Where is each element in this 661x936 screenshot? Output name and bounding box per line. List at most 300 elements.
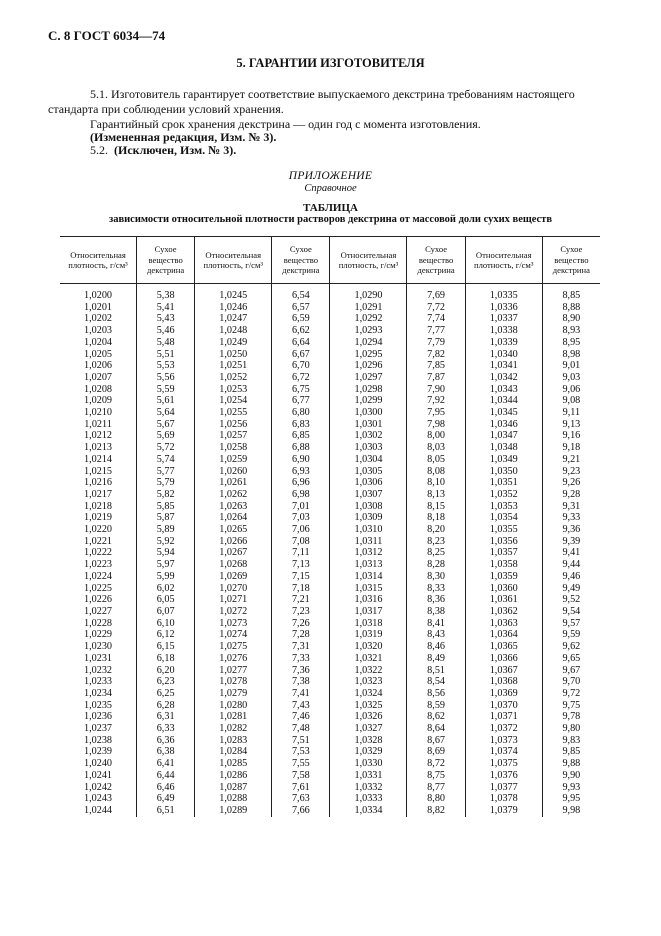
- density-cell: 1,0286: [195, 770, 272, 782]
- dry-matter-cell: 5,85: [137, 501, 195, 513]
- density-cell: 1,0299: [330, 395, 407, 407]
- dry-matter-cell: 8,33: [407, 583, 465, 595]
- dry-matter-cell: 8,13: [407, 489, 465, 501]
- dry-matter-cell: 9,85: [542, 746, 600, 758]
- density-cell: 1,0373: [465, 735, 542, 747]
- table-row: [60, 723, 600, 735]
- density-cell: 1,0250: [195, 349, 272, 361]
- table-row: [60, 559, 600, 571]
- dry-matter-cell: 8,18: [407, 512, 465, 524]
- density-cell: 1,0274: [195, 629, 272, 641]
- paragraph-5-2-text: (Исключен, Изм. № 3).: [114, 143, 237, 157]
- dry-matter-cell: 6,59: [272, 313, 330, 325]
- density-cell: 1,0356: [465, 536, 542, 548]
- dry-matter-cell: 8,05: [407, 454, 465, 466]
- dry-matter-cell: 7,90: [407, 384, 465, 396]
- density-cell: 1,0204: [84, 336, 113, 348]
- dry-matter-cell: 6,64: [272, 337, 330, 349]
- dry-matter-cell: 5,59: [137, 384, 195, 396]
- dry-matter-cell: 8,54: [407, 676, 465, 688]
- density-cell: 1,0338: [465, 325, 542, 337]
- density-cell: 1,0326: [330, 711, 407, 723]
- density-cell: 1,0254: [195, 395, 272, 407]
- density-cell: 1,0364: [465, 629, 542, 641]
- dry-matter-cell: 7,85: [407, 360, 465, 372]
- density-cell: 1,0370: [465, 700, 542, 712]
- table-row: [60, 547, 600, 559]
- dry-matter-cell: 9,06: [542, 384, 600, 396]
- table-row: [60, 454, 600, 466]
- density-cell: 1,0218: [84, 500, 113, 512]
- table-header-row: [60, 237, 600, 284]
- dry-matter-cell: 7,03: [272, 512, 330, 524]
- density-cell: 1,0239: [84, 746, 113, 758]
- density-cell: 1,0287: [195, 782, 272, 794]
- density-cell: 1,0280: [195, 700, 272, 712]
- dry-matter-cell: 9,80: [542, 723, 600, 735]
- dry-matter-cell: 7,36: [272, 665, 330, 677]
- dry-matter-cell: 8,69: [407, 746, 465, 758]
- appendix-title: ПРИЛОЖЕНИЕ: [288, 170, 373, 182]
- density-cell: 1,0222: [84, 547, 113, 559]
- dry-matter-cell: 6,41: [137, 758, 195, 770]
- dry-matter-cell: 8,08: [407, 466, 465, 478]
- density-cell: 1,0279: [195, 688, 272, 700]
- density-cell: 1,0314: [330, 571, 407, 583]
- density-cell: 1,0256: [195, 419, 272, 431]
- dry-matter-cell: 7,18: [272, 583, 330, 595]
- dry-matter-cell: 8,93: [542, 325, 600, 337]
- density-cell: 1,0207: [84, 371, 113, 383]
- dry-matter-cell: 6,88: [272, 442, 330, 454]
- density-cell: 1,0247: [195, 313, 272, 325]
- density-cell: 1,0241: [84, 769, 113, 781]
- density-cell: 1,0264: [195, 512, 272, 524]
- table-row: [60, 571, 600, 583]
- density-cell: 1,0348: [465, 442, 542, 454]
- dry-matter-cell: 8,51: [407, 665, 465, 677]
- header-density-1: Относительная плотность, г/см³: [60, 237, 137, 284]
- dry-matter-cell: 5,92: [137, 536, 195, 548]
- density-cell: 1,0378: [465, 793, 542, 805]
- density-cell: 1,0357: [465, 547, 542, 559]
- dry-matter-cell: 8,75: [407, 770, 465, 782]
- dry-matter-cell: 5,51: [137, 349, 195, 361]
- dry-matter-cell: 8,82: [407, 805, 465, 817]
- density-cell: 1,0203: [84, 325, 113, 337]
- density-cell: 1,0246: [195, 302, 272, 314]
- density-cell: 1,0341: [465, 360, 542, 372]
- dry-matter-cell: 7,08: [272, 536, 330, 548]
- density-cell: 1,0238: [84, 734, 113, 746]
- dry-matter-cell: 8,88: [542, 302, 600, 314]
- density-cell: 1,0352: [465, 489, 542, 501]
- density-cell: 1,0318: [330, 618, 407, 630]
- table-caption: зависимости относительной плотности растворов декстрина от массовой доли сухих веществ: [108, 214, 553, 225]
- density-cell: 1,0228: [84, 617, 113, 629]
- dry-matter-cell: 8,30: [407, 571, 465, 583]
- density-cell: 1,0225: [84, 582, 113, 594]
- density-cell: 1,0362: [465, 606, 542, 618]
- dry-matter-cell: 9,98: [542, 805, 600, 817]
- density-cell: 1,0346: [465, 419, 542, 431]
- density-cell: 1,0248: [195, 325, 272, 337]
- dry-matter-cell: 7,48: [272, 723, 330, 735]
- dry-matter-cell: 8,38: [407, 606, 465, 618]
- density-cell: 1,0323: [330, 676, 407, 688]
- density-cell: 1,0366: [465, 653, 542, 665]
- density-cell: 1,0215: [84, 465, 113, 477]
- paragraph-5-2-number: 5.2.: [90, 143, 108, 157]
- dry-matter-cell: 7,28: [272, 629, 330, 641]
- density-cell: 1,0205: [84, 348, 113, 360]
- density-cell: 1,0309: [330, 512, 407, 524]
- dry-matter-cell: 6,12: [137, 629, 195, 641]
- density-cell: 1,0230: [84, 641, 113, 653]
- density-cell: 1,0371: [465, 711, 542, 723]
- dry-matter-cell: 6,49: [137, 793, 195, 805]
- density-cell: 1,0331: [330, 770, 407, 782]
- dry-matter-cell: 8,23: [407, 536, 465, 548]
- dry-matter-cell: 6,54: [272, 290, 330, 302]
- dry-matter-cell: 7,79: [407, 337, 465, 349]
- dry-matter-cell: 7,21: [272, 594, 330, 606]
- table-row: [60, 395, 600, 407]
- density-cell: 1,0281: [195, 711, 272, 723]
- dry-matter-cell: 6,05: [137, 594, 195, 606]
- dry-matter-cell: 9,88: [542, 758, 600, 770]
- density-cell: 1,0223: [84, 559, 113, 571]
- dry-matter-cell: 5,41: [137, 302, 195, 314]
- density-cell: 1,0355: [465, 524, 542, 536]
- dry-matter-cell: 7,74: [407, 313, 465, 325]
- density-cell: 1,0311: [330, 536, 407, 548]
- table-row: [60, 337, 600, 349]
- density-cell: 1,0337: [465, 313, 542, 325]
- density-cell: 1,0271: [195, 594, 272, 606]
- dry-matter-cell: 9,18: [542, 442, 600, 454]
- table-row: [60, 524, 600, 536]
- dry-matter-cell: 6,02: [137, 583, 195, 595]
- dry-matter-cell: 6,31: [137, 711, 195, 723]
- dry-matter-cell: 9,39: [542, 536, 600, 548]
- dry-matter-cell: 6,90: [272, 454, 330, 466]
- density-cell: 1,0322: [330, 665, 407, 677]
- density-cell: 1,0301: [330, 419, 407, 431]
- table-row: [60, 489, 600, 501]
- dry-matter-cell: 5,89: [137, 524, 195, 536]
- dry-matter-cell: 6,18: [137, 653, 195, 665]
- dry-matter-cell: 9,90: [542, 770, 600, 782]
- dry-matter-cell: 6,36: [137, 735, 195, 747]
- dry-matter-cell: 7,31: [272, 641, 330, 653]
- density-cell: 1,0335: [465, 290, 542, 302]
- table-row: [60, 430, 600, 442]
- dry-matter-cell: 7,13: [272, 559, 330, 571]
- density-cell: 1,0289: [195, 805, 272, 817]
- density-cell: 1,0261: [195, 477, 272, 489]
- dry-matter-cell: 8,98: [542, 349, 600, 361]
- density-cell: 1,0365: [465, 641, 542, 653]
- table-row: [60, 501, 600, 513]
- dry-matter-cell: 6,80: [272, 407, 330, 419]
- density-cell: 1,0376: [465, 770, 542, 782]
- dry-matter-cell: 7,33: [272, 653, 330, 665]
- dry-matter-cell: 7,66: [272, 805, 330, 817]
- dry-matter-cell: 7,01: [272, 501, 330, 513]
- header-density-3: Относительная плотность, г/см³: [330, 237, 407, 284]
- density-cell: 1,0257: [195, 430, 272, 442]
- dry-matter-cell: 5,46: [137, 325, 195, 337]
- dry-matter-cell: 9,62: [542, 641, 600, 653]
- dry-matter-cell: 6,70: [272, 360, 330, 372]
- dry-matter-cell: 9,46: [542, 571, 600, 583]
- dry-matter-cell: 8,20: [407, 524, 465, 536]
- density-cell: 1,0342: [465, 372, 542, 384]
- table-row: [60, 665, 600, 677]
- dry-matter-cell: 8,28: [407, 559, 465, 571]
- density-cell: 1,0212: [84, 430, 113, 442]
- dry-matter-cell: 8,49: [407, 653, 465, 665]
- density-cell: 1,0328: [330, 735, 407, 747]
- dry-matter-cell: 9,13: [542, 419, 600, 431]
- density-cell: 1,0375: [465, 758, 542, 770]
- density-cell: 1,0278: [195, 676, 272, 688]
- dry-matter-cell: 7,46: [272, 711, 330, 723]
- dry-matter-cell: 9,31: [542, 501, 600, 513]
- dry-matter-cell: 9,26: [542, 477, 600, 489]
- density-cell: 1,0269: [195, 571, 272, 583]
- dry-matter-cell: 6,33: [137, 723, 195, 735]
- dry-matter-cell: 6,67: [272, 349, 330, 361]
- dry-matter-cell: 9,57: [542, 618, 600, 630]
- dry-matter-cell: 7,82: [407, 349, 465, 361]
- density-cell: 1,0327: [330, 723, 407, 735]
- table-row: [60, 793, 600, 805]
- density-cell: 1,0316: [330, 594, 407, 606]
- density-cell: 1,0275: [195, 641, 272, 653]
- density-cell: 1,0340: [465, 349, 542, 361]
- density-cell: 1,0235: [84, 699, 113, 711]
- density-cell: 1,0270: [195, 583, 272, 595]
- density-cell: 1,0253: [195, 384, 272, 396]
- header-dry-3: Сухое вещество декстрина: [407, 237, 465, 284]
- density-cell: 1,0363: [465, 618, 542, 630]
- section-title: 5. ГАРАНТИИ ИЗГОТОВИТЕЛЯ: [236, 56, 425, 70]
- dry-matter-cell: 9,54: [542, 606, 600, 618]
- density-cell: 1,0284: [195, 746, 272, 758]
- density-cell: 1,0297: [330, 372, 407, 384]
- dry-matter-cell: 9,44: [542, 559, 600, 571]
- density-cell: 1,0372: [465, 723, 542, 735]
- dry-matter-cell: 5,48: [137, 337, 195, 349]
- density-cell: 1,0201: [84, 301, 113, 313]
- density-cell: 1,0249: [195, 337, 272, 349]
- dry-matter-cell: 9,08: [542, 395, 600, 407]
- dry-matter-cell: 6,77: [272, 395, 330, 407]
- dry-matter-cell: 8,25: [407, 547, 465, 559]
- density-cell: 1,0296: [330, 360, 407, 372]
- dry-matter-cell: 8,15: [407, 501, 465, 513]
- dry-matter-cell: 5,79: [137, 477, 195, 489]
- table-title: ТАБЛИЦА: [303, 202, 358, 214]
- dry-matter-cell: 6,72: [272, 372, 330, 384]
- density-cell: 1,0259: [195, 454, 272, 466]
- header-density-2: Относительная плотность, г/см³: [195, 237, 272, 284]
- dry-matter-cell: 6,15: [137, 641, 195, 653]
- dry-matter-cell: 7,98: [407, 419, 465, 431]
- dry-matter-cell: 8,03: [407, 442, 465, 454]
- dry-matter-cell: 9,83: [542, 735, 600, 747]
- density-cell: 1,0310: [330, 524, 407, 536]
- density-cell: 1,0350: [465, 466, 542, 478]
- density-table: [60, 236, 600, 817]
- density-cell: 1,0369: [465, 688, 542, 700]
- density-cell: 1,0252: [195, 372, 272, 384]
- dry-matter-cell: 9,93: [542, 782, 600, 794]
- dry-matter-cell: 7,15: [272, 571, 330, 583]
- table-row: [60, 805, 600, 817]
- dry-matter-cell: 9,65: [542, 653, 600, 665]
- table-row: [60, 782, 600, 794]
- dry-matter-cell: 5,67: [137, 419, 195, 431]
- density-cell: 1,0345: [465, 407, 542, 419]
- dry-matter-cell: 8,46: [407, 641, 465, 653]
- density-cell: 1,0308: [330, 501, 407, 513]
- density-cell: 1,0303: [330, 442, 407, 454]
- dry-matter-cell: 9,16: [542, 430, 600, 442]
- density-cell: 1,0233: [84, 676, 113, 688]
- density-cell: 1,0291: [330, 302, 407, 314]
- density-cell: 1,0325: [330, 700, 407, 712]
- density-cell: 1,0224: [84, 570, 113, 582]
- density-cell: 1,0208: [84, 383, 113, 395]
- table-row: [60, 419, 600, 431]
- paragraph-5-2: [90, 143, 236, 158]
- density-cell: 1,0317: [330, 606, 407, 618]
- dry-matter-cell: 8,43: [407, 629, 465, 641]
- dry-matter-cell: 5,38: [137, 290, 195, 302]
- density-cell: 1,0216: [84, 477, 113, 489]
- density-cell: 1,0334: [330, 805, 407, 817]
- density-cell: 1,0277: [195, 665, 272, 677]
- dry-matter-cell: 6,93: [272, 466, 330, 478]
- table-row: [60, 758, 600, 770]
- density-cell: 1,0276: [195, 653, 272, 665]
- dry-matter-cell: 5,99: [137, 571, 195, 583]
- dry-matter-cell: 6,46: [137, 782, 195, 794]
- table-row: [60, 583, 600, 595]
- dry-matter-cell: 8,36: [407, 594, 465, 606]
- density-cell: 1,0300: [330, 407, 407, 419]
- table-row: [60, 290, 600, 302]
- density-cell: 1,0295: [330, 349, 407, 361]
- dry-matter-cell: 7,23: [272, 606, 330, 618]
- dry-matter-cell: 5,43: [137, 313, 195, 325]
- density-cell: 1,0234: [84, 687, 113, 699]
- density-cell: 1,0307: [330, 489, 407, 501]
- density-cell: 1,0214: [84, 453, 113, 465]
- dry-matter-cell: 8,80: [407, 793, 465, 805]
- density-cell: 1,0358: [465, 559, 542, 571]
- header-dry-1: Сухое вещество декстрина: [137, 237, 195, 284]
- dry-matter-cell: 7,87: [407, 372, 465, 384]
- density-cell: 1,0312: [330, 547, 407, 559]
- density-cell: 1,0263: [195, 501, 272, 513]
- density-cell: 1,0209: [84, 395, 113, 407]
- table-row: [60, 360, 600, 372]
- density-cell: 1,0231: [84, 652, 113, 664]
- dry-matter-cell: 8,59: [407, 700, 465, 712]
- dry-matter-cell: 6,62: [272, 325, 330, 337]
- header-dry-4: Сухое вещество декстрина: [542, 237, 600, 284]
- density-cell: 1,0353: [465, 501, 542, 513]
- dry-matter-cell: 9,36: [542, 524, 600, 536]
- header-dry-2: Сухое вещество декстрина: [272, 237, 330, 284]
- table-row: [60, 372, 600, 384]
- density-cell: 1,0232: [84, 664, 113, 676]
- dry-matter-cell: 6,07: [137, 606, 195, 618]
- density-cell: 1,0251: [195, 360, 272, 372]
- dry-matter-cell: 6,96: [272, 477, 330, 489]
- density-cell: 1,0282: [195, 723, 272, 735]
- density-cell: 1,0242: [84, 781, 113, 793]
- density-cell: 1,0320: [330, 641, 407, 653]
- dry-matter-cell: 8,56: [407, 688, 465, 700]
- density-cell: 1,0336: [465, 302, 542, 314]
- density-cell: 1,0379: [465, 805, 542, 817]
- table-row: [60, 384, 600, 396]
- density-cell: 1,0288: [195, 793, 272, 805]
- density-cell: 1,0368: [465, 676, 542, 688]
- dry-matter-cell: 8,90: [542, 313, 600, 325]
- table-row: [60, 302, 600, 314]
- dry-matter-cell: 6,98: [272, 489, 330, 501]
- density-cell: 1,0304: [330, 454, 407, 466]
- dry-matter-cell: 7,69: [407, 290, 465, 302]
- density-cell: 1,0273: [195, 618, 272, 630]
- density-cell: 1,0306: [330, 477, 407, 489]
- table-row: [60, 700, 600, 712]
- dry-matter-cell: 7,11: [272, 547, 330, 559]
- density-cell: 1,0240: [84, 758, 113, 770]
- density-cell: 1,0227: [84, 605, 113, 617]
- density-cell: 1,0237: [84, 723, 113, 735]
- density-cell: 1,0360: [465, 583, 542, 595]
- paragraph-5-1-line-1: 5.1. Изготовитель гарантирует соответствие выпускаемого декстрина требованиям настоящего: [90, 87, 575, 101]
- dry-matter-cell: 9,95: [542, 793, 600, 805]
- density-cell: 1,0361: [465, 594, 542, 606]
- dry-matter-cell: 6,23: [137, 676, 195, 688]
- dry-matter-cell: 5,53: [137, 360, 195, 372]
- density-cell: 1,0354: [465, 512, 542, 524]
- dry-matter-cell: 5,61: [137, 395, 195, 407]
- dry-matter-cell: 7,43: [272, 700, 330, 712]
- table-row: [60, 512, 600, 524]
- table-row: [60, 313, 600, 325]
- density-cell: 1,0324: [330, 688, 407, 700]
- density-cell: 1,0344: [465, 395, 542, 407]
- dry-matter-cell: 6,51: [137, 805, 195, 817]
- density-cell: 1,0359: [465, 571, 542, 583]
- dry-matter-cell: 5,74: [137, 454, 195, 466]
- table-row: [60, 688, 600, 700]
- dry-matter-cell: 8,67: [407, 735, 465, 747]
- table-row: [60, 735, 600, 747]
- density-cell: 1,0244: [84, 804, 113, 816]
- density-cell: 1,0321: [330, 653, 407, 665]
- density-cell: 1,0313: [330, 559, 407, 571]
